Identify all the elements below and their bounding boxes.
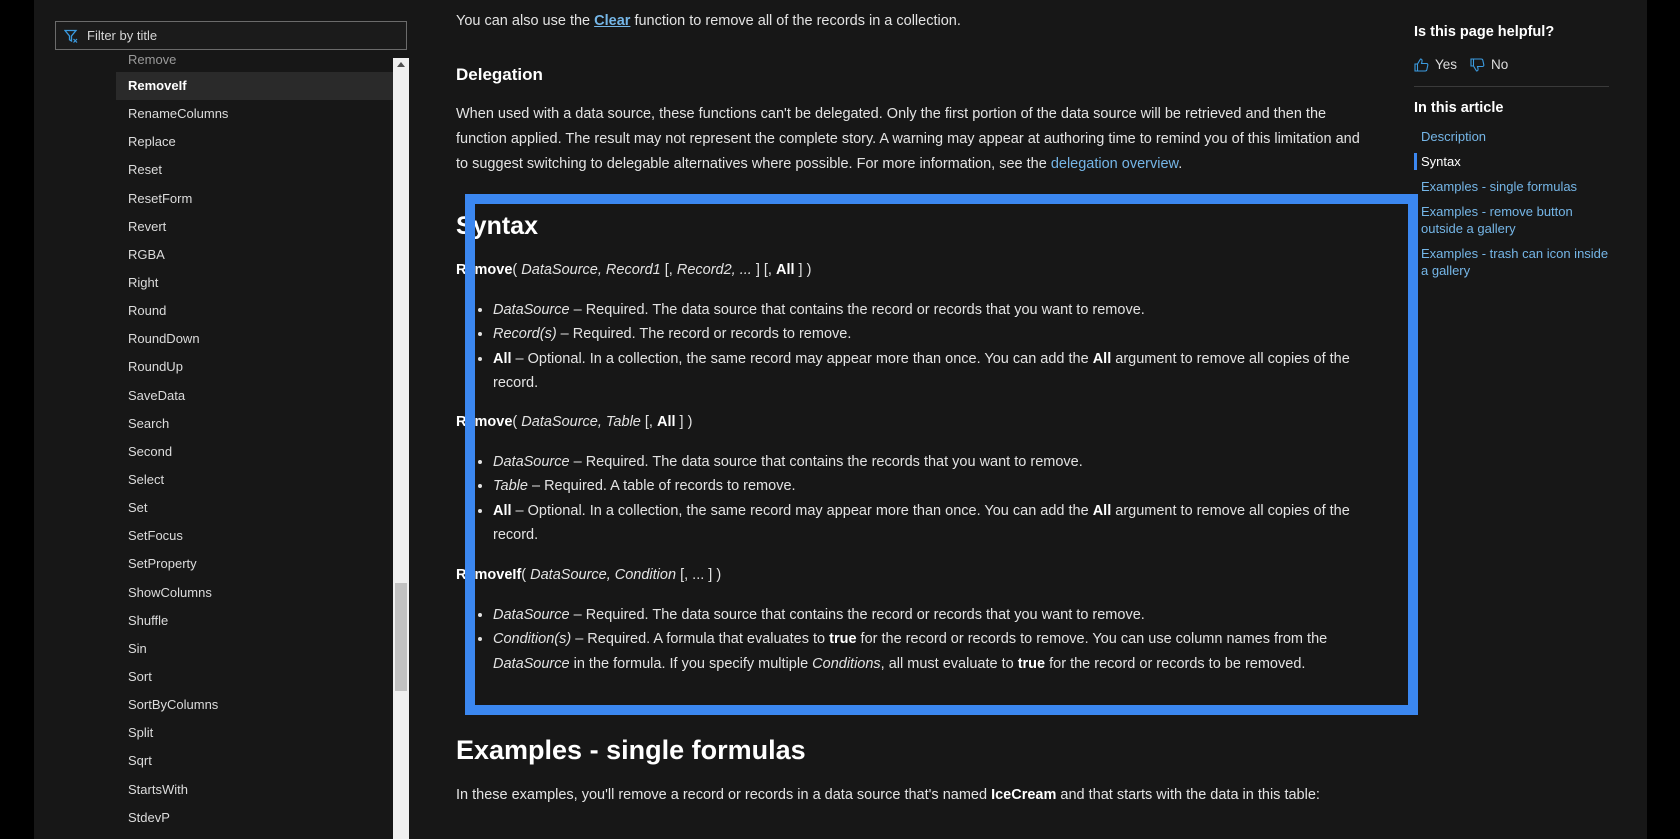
toc-item-split[interactable]: Split	[128, 725, 154, 741]
sig-mid2: ] [,	[751, 262, 776, 278]
sig-open: (	[521, 567, 531, 583]
arg-term: DataSource	[493, 454, 570, 470]
arg-desc: – Required. A formula that evaluates to	[571, 631, 830, 648]
toc-item-round[interactable]: Round	[128, 303, 167, 319]
sig-params2: Record2, ...	[676, 262, 752, 278]
toc-item-sortbycolumns[interactable]: SortByColumns	[128, 697, 219, 713]
toc-item-revert[interactable]: Revert	[128, 218, 167, 234]
toc-item-renamecolumns[interactable]: RenameColumns	[128, 106, 229, 122]
delegation-overview-link[interactable]: delegation overview	[1050, 156, 1179, 172]
intro-text-end: function to remove all of the records in a collection.	[630, 13, 961, 29]
arg-desc: – Required. A table of records to remove.	[527, 478, 796, 495]
sig-fn: RemoveIf	[456, 567, 522, 583]
arg-term: Table	[493, 478, 528, 495]
toc-item-sort[interactable]: Sort	[128, 668, 152, 684]
sig-all: All	[775, 262, 795, 278]
article-link-description[interactable]: Description	[1421, 129, 1487, 144]
examples-text-end: and that starts with the data in this table:	[1056, 787, 1320, 803]
article-link-examples-single[interactable]: Examples - single formulas	[1421, 179, 1578, 194]
yes-label: Yes	[1435, 57, 1458, 72]
right-rail	[1414, 0, 1614, 839]
sig-mid: [,	[660, 262, 677, 278]
arg-term: All	[493, 350, 512, 367]
in-this-article-title: In this article	[1414, 100, 1504, 116]
arg-desc: – Optional. In a collection, the same record may appear more than once. You can add the	[511, 502, 1093, 519]
examples-paragraph	[456, 783, 1356, 808]
toc-item-stdevp[interactable]: StdevP	[128, 809, 170, 825]
toc-item-savedata[interactable]: SaveData	[128, 387, 186, 403]
helpful-title: Is this page helpful?	[1414, 24, 1555, 40]
arg-inline-bold: All	[1092, 350, 1112, 367]
arg-term: Condition(s)	[493, 631, 572, 648]
examples-text: In these examples, you'll remove a record or records in a data source that's named	[456, 787, 992, 803]
toc-item-shuffle[interactable]: Shuffle	[128, 612, 169, 628]
arg-term: DataSource	[493, 302, 570, 318]
toc-list	[116, 55, 394, 839]
filter-input[interactable]	[55, 21, 407, 50]
arg-desc: – Required. The data source that contains the records that you want to remove.	[569, 454, 1083, 470]
thumbs-down-icon	[1470, 58, 1485, 72]
arg-inline-bold: true	[829, 631, 857, 648]
toc-item-right[interactable]: Right	[128, 274, 159, 290]
arg-inline-italic: Conditions	[812, 655, 881, 672]
arg-desc: for the record or records to remove. You can use column names from the	[856, 631, 1328, 648]
sig-mid: [, ... ] )	[676, 567, 722, 583]
in-this-article-list	[1414, 128, 1609, 287]
arg-inline-bold: true	[1017, 655, 1046, 672]
scroll-up-arrow-icon[interactable]	[397, 62, 405, 67]
toc-item-rounddown[interactable]: RoundDown	[128, 331, 200, 347]
syntax-highlight-box	[465, 194, 1418, 715]
no-label: No	[1491, 57, 1509, 72]
sig-params: DataSource, Record1	[521, 262, 661, 278]
toc-item-select[interactable]: Select	[128, 471, 165, 487]
filter-icon	[64, 29, 79, 43]
no-button[interactable]	[1470, 57, 1508, 72]
arg-desc: , all must evaluate to	[880, 655, 1018, 672]
toc-item-setproperty[interactable]: SetProperty	[128, 556, 197, 572]
delegation-heading: Delegation	[456, 65, 543, 84]
syntax-heading: Syntax	[456, 212, 538, 240]
filter-placeholder: Filter by title	[87, 28, 158, 43]
arg-desc: argument to remove all copies of the record.	[493, 502, 1350, 543]
toc-item-sin[interactable]: Sin	[128, 640, 147, 656]
sig-close: ] )	[675, 414, 693, 430]
yes-button[interactable]	[1414, 57, 1457, 72]
sig-open: (	[512, 414, 522, 430]
clear-function-link[interactable]: Clear	[594, 13, 631, 29]
toc-item-removeif[interactable]: RemoveIf	[116, 72, 394, 100]
thumbs-up-icon	[1414, 58, 1429, 72]
toc-item-replace[interactable]: Replace	[128, 134, 176, 150]
sig-fn: Remove	[456, 262, 513, 278]
sig-mid: [,	[640, 414, 657, 430]
toc-item-search[interactable]: Search	[128, 415, 170, 431]
toc-item-showcolumns[interactable]: ShowColumns	[128, 584, 212, 600]
arg-desc: – Required. The data source that contains the record or records that you want to remove.	[569, 607, 1145, 623]
arg-term: Record(s)	[493, 326, 557, 343]
intro-text: You can also use the	[456, 13, 595, 29]
article-link-examples-remove-button[interactable]: Examples - remove button outside a gallery	[1421, 204, 1573, 236]
toc-item-reset[interactable]: Reset	[128, 162, 162, 178]
sidebar-scrollbar[interactable]	[393, 58, 409, 839]
toc-item-roundup[interactable]: RoundUp	[128, 359, 183, 375]
toc-item-sqrt[interactable]: Sqrt	[128, 753, 152, 769]
arg-desc: – Required. The record or records to remove.	[556, 326, 852, 343]
arg-term: DataSource	[493, 607, 570, 623]
toc-item-second[interactable]: Second	[128, 443, 173, 459]
arg-inline-bold: All	[1092, 502, 1112, 519]
arg-desc: – Optional. In a collection, the same record may appear more than once. You can add the	[511, 350, 1093, 367]
scroll-thumb[interactable]	[395, 583, 407, 691]
toc-item-rgba[interactable]: RGBA	[128, 246, 165, 262]
delegation-text: When used with a data source, these functions can't be delegated. Only the first portion of the data source will be retrieved and then the function applied. The result may not represent the complete story. A warning may appear at authoring time to remind you of this limitation and to suggest switching to delegable alternatives where possible. For more information, see the	[456, 106, 1360, 172]
sig-params: DataSource, Condition	[530, 567, 677, 583]
examples-heading: Examples - single formulas	[456, 735, 806, 765]
sig-open: (	[512, 262, 522, 278]
icecream-name: IceCream	[991, 787, 1057, 803]
article-link-examples-trash-icon[interactable]: Examples - trash can icon inside a gallery	[1421, 246, 1609, 278]
sig-close: ] )	[794, 262, 812, 278]
arg-term: All	[493, 502, 512, 519]
toc-item-startswith[interactable]: StartsWith	[128, 781, 188, 797]
intro-paragraph	[456, 9, 1376, 34]
article-link-syntax[interactable]: Syntax	[1414, 153, 1609, 170]
sig-params: DataSource, Table	[521, 414, 641, 430]
sidebar-toc	[34, 0, 409, 839]
toc-item-remove[interactable]: Remove	[128, 55, 177, 67]
delegation-text-end: .	[1178, 156, 1183, 172]
arg-desc: – Required. The data source that contains the record or records that you want to remove.	[569, 302, 1145, 318]
arg-inline-italic: DataSource	[493, 655, 570, 672]
arg-desc: in the formula. If you specify multiple	[569, 655, 813, 672]
arg-desc: argument to remove all copies of the record.	[493, 350, 1350, 391]
delegation-paragraph	[456, 102, 1371, 177]
rail-divider	[1414, 86, 1609, 87]
docs-page	[34, 0, 1647, 839]
arg-desc: for the record or records to be removed.	[1045, 655, 1306, 672]
toc-item-set[interactable]: Set	[128, 500, 148, 516]
sig-fn: Remove	[456, 414, 513, 430]
sig-all: All	[656, 414, 676, 430]
toc-item-setfocus[interactable]: SetFocus	[128, 528, 183, 544]
toc-item-resetform[interactable]: ResetForm	[128, 190, 193, 206]
